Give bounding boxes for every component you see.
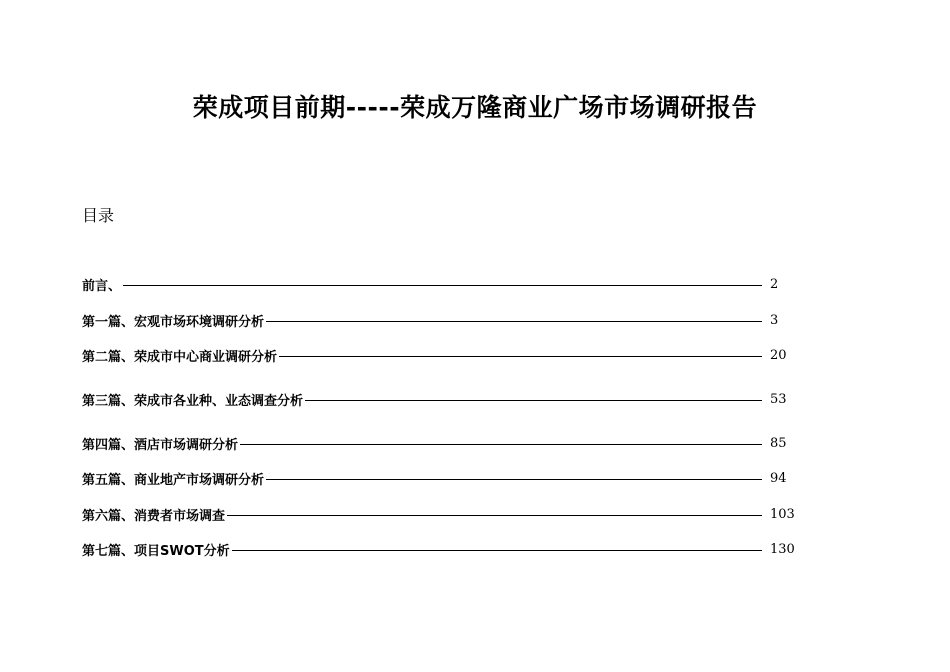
toc-heading: 目录 (82, 206, 115, 225)
toc-entry-label: 第六篇、消费者市场调查 (82, 508, 226, 524)
toc-entry-label: 前言、 (82, 278, 122, 294)
toc-leader-line (305, 400, 762, 401)
document-title: 荣成项目前期-----荣成万隆商业广场市场调研报告 (192, 93, 758, 122)
toc-page-number: 94 (770, 470, 787, 486)
toc-page-number: 130 (770, 541, 795, 557)
toc-entry-label: 第四篇、酒店市场调研分析 (82, 437, 239, 453)
toc-entry-label: 第七篇、项目SWOT分析 (82, 543, 230, 559)
toc-page-number: 20 (770, 347, 787, 363)
toc-entry-part-4[interactable] (82, 433, 802, 453)
toc-entry-part-1[interactable] (82, 310, 802, 330)
toc-leader-line (279, 356, 762, 357)
toc-leader-line (227, 515, 762, 516)
toc-entry-label: 第二篇、荣成市中心商业调研分析 (82, 349, 278, 365)
toc-page-number: 103 (770, 506, 795, 522)
toc-leader-line (232, 550, 762, 551)
toc-entry-part-6[interactable] (82, 504, 802, 524)
toc-entry-part-2[interactable] (82, 345, 802, 365)
toc-entry-part-3[interactable] (82, 389, 802, 409)
toc-page-number: 85 (770, 435, 787, 451)
toc-entry-label: 第一篇、宏观市场环境调研分析 (82, 314, 265, 330)
toc-leader-line (266, 321, 762, 322)
toc-entry-part-7[interactable] (82, 539, 802, 559)
toc-entry-label: 第五篇、商业地产市场调研分析 (82, 472, 265, 488)
toc-page-number: 53 (770, 391, 787, 407)
toc-leader-line (266, 479, 762, 480)
toc-leader-line (123, 285, 762, 286)
toc-entry-label: 第三篇、荣成市各业种、业态调查分析 (82, 393, 304, 409)
toc-page-number: 3 (770, 312, 779, 328)
toc-page-number: 2 (770, 276, 779, 292)
toc-leader-line (240, 444, 762, 445)
toc-entry-preface[interactable] (82, 274, 802, 294)
toc-entry-part-5[interactable] (82, 468, 802, 488)
